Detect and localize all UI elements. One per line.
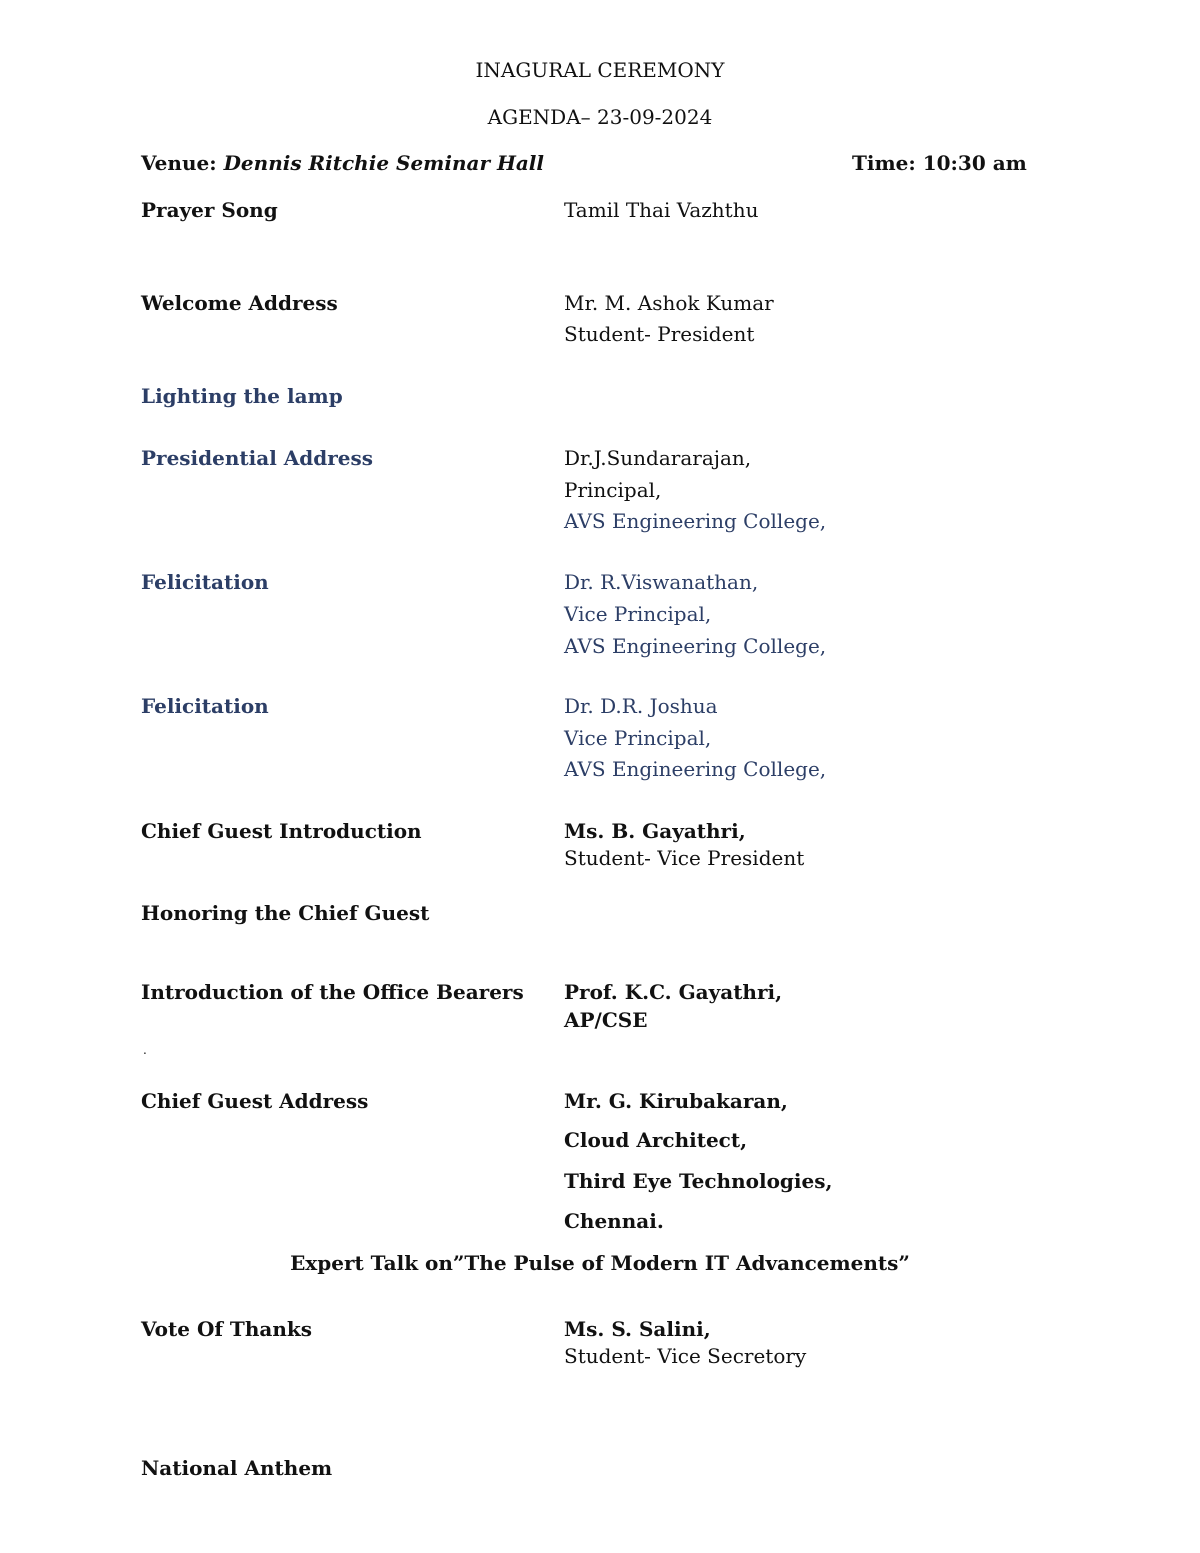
agenda-item-label: Felicitation	[141, 570, 269, 594]
venue-name: Dennis Ritchie Seminar Hall	[223, 151, 544, 175]
agenda-item-label: Prayer Song	[141, 198, 278, 222]
agenda-item-value: Mr. M. Ashok Kumar	[564, 291, 774, 315]
agenda-item-value: Prof. K.C. Gayathri,	[564, 980, 783, 1004]
stray-mark: .	[143, 1043, 147, 1057]
document-title: INAGURAL CEREMONY	[475, 58, 725, 82]
agenda-item-label: National Anthem	[141, 1456, 333, 1480]
venue-line	[141, 150, 544, 176]
agenda-item-value: AVS Engineering College,	[564, 634, 827, 658]
agenda-item-value: Student- President	[564, 322, 755, 346]
agenda-item-value: Vice Principal,	[564, 602, 712, 626]
agenda-item-label: Chief Guest Introduction	[141, 819, 422, 843]
agenda-item-label: Welcome Address	[141, 291, 338, 315]
agenda-item-value: Student- Vice President	[564, 846, 805, 870]
agenda-item-value: Dr. D.R. Joshua	[564, 694, 718, 718]
agenda-item-label: Felicitation	[141, 694, 269, 718]
agenda-item-value: Chennai.	[564, 1209, 664, 1233]
agenda-item-value: Student- Vice Secretory	[564, 1344, 807, 1368]
agenda-item-label: Honoring the Chief Guest	[141, 901, 430, 925]
agenda-item-value: Tamil Thai Vazhthu	[564, 198, 759, 222]
agenda-item-value: AVS Engineering College,	[564, 757, 827, 781]
venue-label: Venue:	[141, 151, 217, 175]
agenda-date: AGENDA– 23-09-2024	[487, 105, 713, 129]
agenda-item-label: Lighting the lamp	[141, 384, 343, 408]
agenda-item-value: Cloud Architect,	[564, 1128, 748, 1152]
agenda-item-value: Ms. B. Gayathri,	[564, 819, 746, 843]
agenda-item-value: Vice Principal,	[564, 726, 712, 750]
agenda-item-value: Dr.J.Sundararajan,	[564, 446, 752, 470]
agenda-item-label: Introduction of the Office Bearers	[141, 980, 524, 1004]
event-time: Time: 10:30 am	[852, 151, 1027, 175]
agenda-item-value: Ms. S. Salini,	[564, 1317, 711, 1341]
agenda-item-value: Dr. R.Viswanathan,	[564, 570, 759, 594]
agenda-item-value: AVS Engineering College,	[564, 509, 827, 533]
agenda-item-label: Chief Guest Address	[141, 1089, 369, 1113]
agenda-item-label: Presidential Address	[141, 446, 374, 470]
agenda-item-value: Third Eye Technologies,	[564, 1169, 833, 1193]
agenda-item-value: Mr. G. Kirubakaran,	[564, 1089, 788, 1113]
agenda-item-label: Vote Of Thanks	[141, 1317, 312, 1341]
agenda-item-value: AP/CSE	[564, 1008, 648, 1032]
expert-talk-title: Expert Talk on”The Pulse of Modern IT Advancements”	[290, 1251, 910, 1275]
agenda-item-value: Principal,	[564, 478, 662, 502]
